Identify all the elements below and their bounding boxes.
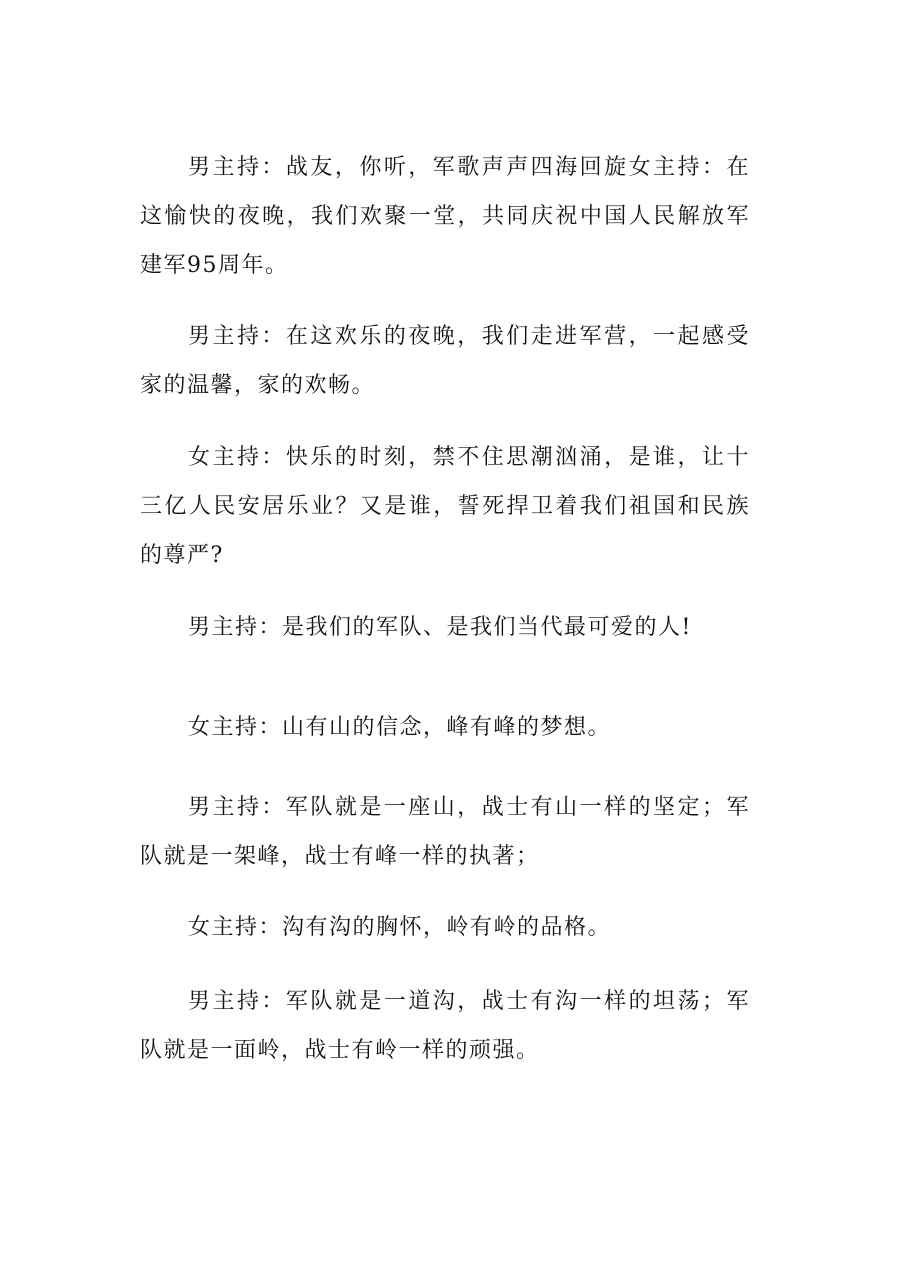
paragraph-5: 女主持：山有山的信念，峰有峰的梦想。 bbox=[188, 715, 612, 740]
paragraph-6: 男主持：军队就是一座山，战士有山一样的坚定；军队就是一架峰，战士有峰一样的执著； bbox=[140, 795, 750, 869]
paragraph-3: 女主持：快乐的时刻，禁不住思潮汹涌，是谁，让十三亿人民安居乐业？又是谁，誓死捍卫着我们祖国和民族的尊严? bbox=[140, 445, 750, 568]
paragraph-7: 女主持：沟有沟的胸怀，岭有岭的品格。 bbox=[188, 915, 612, 940]
paragraph-4: 男主持：是我们的军队、是我们当代最可爱的人! bbox=[188, 615, 692, 640]
paragraph-2: 男主持：在这欢乐的夜晚，我们走进军营，一起感受家的温馨，家的欢畅。 bbox=[140, 324, 750, 398]
paragraph-1: 男主持：战友，你听，军歌声声四海回旋女主持：在这愉快的夜晚，我们欢聚一堂，共同庆祝中国人民解放军建军95周年。 bbox=[140, 155, 750, 278]
paragraph-8: 男主持：军队就是一道沟，战士有沟一样的坦荡；军队就是一面岭，战士有岭一样的顽强。 bbox=[140, 989, 750, 1063]
